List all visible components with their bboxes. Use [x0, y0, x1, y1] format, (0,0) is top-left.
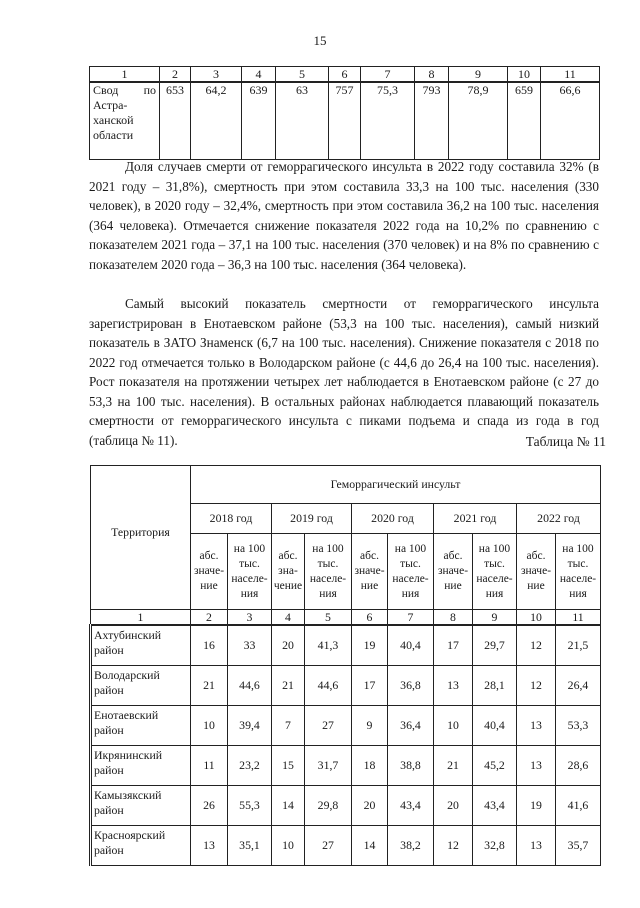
territory-line: район — [94, 763, 124, 777]
rate-value-cell: 38,8 — [388, 746, 434, 786]
absolute-value-cell: 14 — [352, 826, 388, 866]
absolute-value-cell: 13 — [517, 706, 556, 746]
absolute-value-cell: 7 — [272, 706, 305, 746]
absolute-value-header — [352, 534, 388, 610]
absolute-value-header — [191, 534, 228, 610]
absolute-value-cell: 14 — [272, 786, 305, 826]
header-line: значе- — [193, 565, 225, 577]
header-line: ние — [360, 580, 379, 592]
rate-value-cell: 23,2 — [228, 746, 272, 786]
summary-value: 639 — [242, 82, 276, 160]
rate-per-100k-header — [473, 534, 517, 610]
column-number: 3 — [191, 67, 242, 83]
header-line: абс. — [443, 550, 463, 562]
header-line: на 100 — [478, 542, 511, 555]
label-line: Свод по — [93, 83, 156, 97]
header-line: абс. — [526, 550, 546, 562]
summary-value: 793 — [415, 82, 449, 160]
summary-table-column-numbers — [90, 67, 600, 83]
header-line: населе- — [309, 572, 347, 585]
territory-header: Территория — [91, 466, 191, 610]
territory-name — [91, 706, 191, 746]
summary-value: 659 — [508, 82, 541, 160]
column-number: 4 — [272, 610, 305, 626]
territory-line: район — [94, 683, 124, 697]
territory-line: Ахтубинский — [94, 628, 162, 642]
header-line: ния — [319, 587, 337, 600]
absolute-value-cell: 21 — [434, 746, 473, 786]
column-number: 6 — [352, 610, 388, 626]
header-line: ния — [569, 587, 587, 600]
header-line: населе- — [231, 572, 268, 585]
header-line: зна- — [278, 565, 298, 577]
rate-value-cell: 33 — [228, 625, 272, 666]
column-number: 10 — [508, 67, 541, 83]
territory-line: Володарский — [94, 668, 160, 682]
summary-value: 757 — [329, 82, 361, 160]
rate-value-cell: 29,7 — [473, 625, 517, 666]
rate-value-cell: 53,3 — [556, 706, 601, 746]
rate-value-cell: 41,3 — [305, 625, 352, 666]
territory-name — [91, 826, 191, 866]
absolute-value-cell: 10 — [191, 706, 228, 746]
rate-value-cell: 36,4 — [388, 706, 434, 746]
column-number: 7 — [388, 610, 434, 626]
year-header: 2018 год — [191, 504, 272, 534]
header-line: абс. — [199, 550, 219, 562]
rate-value-cell: 43,4 — [388, 786, 434, 826]
summary-value: 64,2 — [191, 82, 242, 160]
territory-line: Икрянинский — [94, 748, 163, 762]
header-line: ния — [240, 587, 259, 600]
rate-value-cell: 38,2 — [388, 826, 434, 866]
territory-line: Камызякский — [94, 788, 162, 802]
summary-value: 78,9 — [449, 82, 508, 160]
header-line: абс. — [278, 550, 298, 562]
rate-per-100k-header — [228, 534, 272, 610]
absolute-value-cell: 15 — [272, 746, 305, 786]
header-line: населе- — [392, 572, 429, 585]
rate-value-cell: 26,4 — [556, 666, 601, 706]
territory-name — [91, 746, 191, 786]
summary-table-row — [90, 82, 600, 160]
table-row — [91, 746, 601, 786]
territory-name — [91, 625, 191, 666]
absolute-value-cell: 9 — [352, 706, 388, 746]
rate-per-100k-header — [305, 534, 352, 610]
summary-table — [89, 66, 600, 160]
table-row — [91, 706, 601, 746]
absolute-value-cell: 18 — [352, 746, 388, 786]
hemorrhagic-stroke-table — [89, 465, 601, 866]
absolute-value-cell: 26 — [191, 786, 228, 826]
rate-value-cell: 27 — [305, 706, 352, 746]
rate-value-cell: 29,8 — [305, 786, 352, 826]
header-line: тыс. — [567, 557, 589, 570]
absolute-value-cell: 17 — [352, 666, 388, 706]
rate-value-cell: 40,4 — [473, 706, 517, 746]
column-number: 1 — [90, 67, 160, 83]
column-number: 8 — [434, 610, 473, 626]
absolute-value-header — [434, 534, 473, 610]
column-number: 4 — [242, 67, 276, 83]
absolute-value-cell: 21 — [191, 666, 228, 706]
header-line: ние — [444, 580, 462, 592]
column-number: 2 — [191, 610, 228, 626]
absolute-value-cell: 19 — [352, 625, 388, 666]
column-number: 9 — [473, 610, 517, 626]
absolute-value-cell: 11 — [191, 746, 228, 786]
header-line: ния — [485, 587, 504, 600]
absolute-value-cell: 13 — [434, 666, 473, 706]
rate-value-cell: 43,4 — [473, 786, 517, 826]
absolute-value-cell: 13 — [517, 826, 556, 866]
absolute-value-cell: 12 — [517, 625, 556, 666]
header-line: значе- — [520, 565, 552, 577]
header-line: чение — [273, 580, 303, 592]
column-number: 6 — [329, 67, 361, 83]
rate-value-cell: 36,8 — [388, 666, 434, 706]
absolute-value-cell: 13 — [517, 746, 556, 786]
label-line: Астра- — [93, 98, 128, 112]
header-line: тыс. — [317, 557, 339, 570]
header-line: тыс. — [484, 557, 505, 570]
summary-value: 63 — [276, 82, 329, 160]
label-line: ханской — [93, 113, 134, 127]
summary-value: 66,6 — [541, 82, 600, 160]
table-row — [91, 666, 601, 706]
absolute-value-cell: 20 — [352, 786, 388, 826]
rate-per-100k-header — [388, 534, 434, 610]
rate-value-cell: 21,5 — [556, 625, 601, 666]
year-header: 2019 год — [272, 504, 352, 534]
paragraph-stroke-share: Доля случаев смерти от геморрагического инсульта в 2022 году составила 32% (в 2021 году – 31,8%), смертность при этом составила 33,3 на 100 тыс. населения (330 человек), в 2020 году – 32,4%, смертность при этом составила 36,2 на 100 тыс. населения (364 человека). Отмечается снижение показателя 2022 года на 10,2% по сравнению с показателем 2021 года – 37,1 на 100 тыс. населения (370 человек) и на 8% по сравнению с показателем 2020 года – 36,3 на 100 тыс. населения (364 человека). — [89, 159, 599, 272]
territory-line: район — [94, 843, 124, 857]
year-header: 2022 год — [517, 504, 601, 534]
rate-value-cell: 40,4 — [388, 625, 434, 666]
header-line: ние — [527, 580, 545, 592]
absolute-value-cell: 16 — [191, 625, 228, 666]
rate-value-cell: 31,7 — [305, 746, 352, 786]
header-line: ния — [401, 587, 420, 600]
column-number: 1 — [91, 610, 191, 626]
territory-name — [91, 786, 191, 826]
year-header: 2021 год — [434, 504, 517, 534]
territory-line: район — [94, 643, 124, 657]
territory-line: Красноярский — [94, 828, 166, 842]
rate-value-cell: 45,2 — [473, 746, 517, 786]
header-line: на 100 — [562, 542, 594, 555]
summary-value: 653 — [160, 82, 191, 160]
column-number: 8 — [415, 67, 449, 83]
column-number: 7 — [361, 67, 415, 83]
rate-value-cell: 32,8 — [473, 826, 517, 866]
header-line: абс. — [360, 550, 379, 562]
rate-value-cell: 41,6 — [556, 786, 601, 826]
rate-value-cell: 27 — [305, 826, 352, 866]
rate-value-cell: 44,6 — [228, 666, 272, 706]
rate-value-cell: 39,4 — [228, 706, 272, 746]
column-number: 2 — [160, 67, 191, 83]
column-number: 10 — [517, 610, 556, 626]
rate-value-cell: 35,1 — [228, 826, 272, 866]
header-line: населе- — [559, 572, 597, 585]
rate-value-cell: 28,6 — [556, 746, 601, 786]
table-row — [91, 786, 601, 826]
absolute-value-cell: 12 — [434, 826, 473, 866]
table-row — [91, 826, 601, 866]
header-line: значе- — [437, 565, 469, 577]
territory-name — [91, 666, 191, 706]
column-number: 11 — [556, 610, 601, 626]
year-header: 2020 год — [352, 504, 434, 534]
column-number: 11 — [541, 67, 600, 83]
column-number: 5 — [276, 67, 329, 83]
absolute-value-cell: 19 — [517, 786, 556, 826]
absolute-value-header — [517, 534, 556, 610]
absolute-value-cell: 13 — [191, 826, 228, 866]
table-body — [91, 625, 601, 866]
absolute-value-cell: 12 — [517, 666, 556, 706]
column-number: 5 — [305, 610, 352, 626]
summary-row-label — [90, 82, 160, 160]
territory-line: район — [94, 803, 124, 817]
territory-line: Енотаевский — [94, 708, 159, 722]
summary-value: 75,3 — [361, 82, 415, 160]
table-caption: Таблица № 11 — [525, 434, 606, 449]
header-line: тыс. — [400, 557, 421, 570]
absolute-value-cell: 10 — [272, 826, 305, 866]
rate-value-cell: 35,7 — [556, 826, 601, 866]
column-number: 3 — [228, 610, 272, 626]
absolute-value-cell: 17 — [434, 625, 473, 666]
absolute-value-cell: 21 — [272, 666, 305, 706]
header-line: населе- — [476, 572, 513, 585]
header-line: значе- — [354, 565, 385, 577]
rate-per-100k-header — [556, 534, 601, 610]
header-line: на 100 — [312, 542, 344, 555]
column-numbers-row — [91, 610, 601, 626]
absolute-value-cell: 10 — [434, 706, 473, 746]
page-number: 15 — [313, 33, 327, 48]
rate-value-cell: 55,3 — [228, 786, 272, 826]
header-line: на 100 — [233, 542, 266, 555]
header-line: ние — [200, 580, 218, 592]
table-row — [91, 625, 601, 666]
label-line: области — [93, 128, 134, 142]
group-header: Геморрагический инсульт — [191, 466, 601, 504]
header-line: тыс. — [239, 557, 260, 570]
paragraph-regional-rates: Самый высокий показатель смертности от геморрагического инсульта зарегистрирован в Енотаевском районе (53,3 на 100 тыс. населения), самый низкий показатель в ЗАТО Знаменск (6,7 на 100 тыс. населения). Снижение показателя с 2018 по 2022 год отмечается только в Володарском районе (с 44,6 до 26,4 на 100 тыс. населения). Рост показателя на протяжении четырех лет наблюдается в Енотаевском районе (с 27 до 53,3 на 100 тыс. населения). В остальных районах наблюдается плавающий показатель смертности от геморрагического инсульта с пиками подъема и спада из года в год (таблица № 11). — [89, 296, 599, 448]
header-line: на 100 — [394, 542, 427, 555]
territory-line: район — [94, 723, 124, 737]
absolute-value-cell: 20 — [272, 625, 305, 666]
absolute-value-header — [272, 534, 305, 610]
column-number: 9 — [449, 67, 508, 83]
rate-value-cell: 28,1 — [473, 666, 517, 706]
rate-value-cell: 44,6 — [305, 666, 352, 706]
absolute-value-cell: 20 — [434, 786, 473, 826]
